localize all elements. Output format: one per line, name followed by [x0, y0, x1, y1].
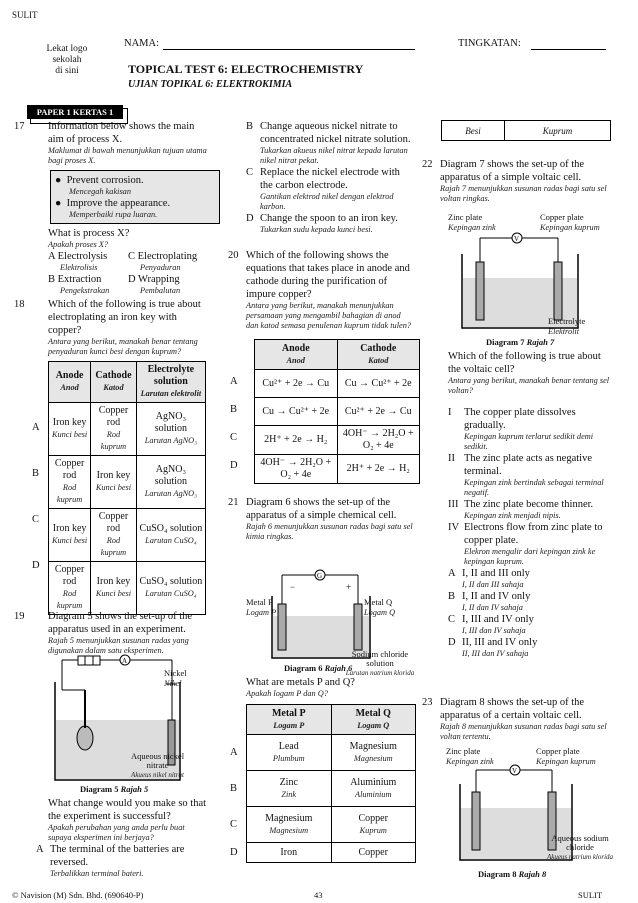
q21-row-d[interactable]: Iron Copper — [247, 843, 416, 863]
column-1: 17 Information below shows the main aim of process X. Maklumat di bawah menunjukkan tujuan utama bagi proses X. ● Prevent corrosion. Mencegah kakisan ● Improve the appearance. Memperbaiki rupa luaran. What is process X? Apakah proses X? A Electrolysis Elektrolisis C Electroplating Penyaduran B Extraction Pengekstrakan D Wrapping Pembalutan 18 Which of the following is true about electroplating an iron key with copper? Antara yang berikut, manakah benar tentang penyaduran kunci besi dengan kuprum? Anode Anod Cathode Katod Electrolyte solution Larutan elektrolit Iron key Kunci besi Copper rod Rod kuprum AgNO₃ solution Larutan AgNO₃ Copper rod Rod kuprum Iron key Kunci besi AgNO₃ solution Larutan AgNO₃ Iron key Kunci besi Copper rod Rod kuprum CuSO₄ solution Larutan CuSO₄ Copper rod Rod kuprum Iron key Kunci besi CuSO₄ solution Larutan CuSO₄ A B C D — [30, 120, 210, 615]
q19: 19 Diagram 5 shows the set-up of the apparatus used in an experiment. Rajah 5 menunjukkan susunan radas yang digunakan dalam satu eksperimen. — [30, 610, 210, 656]
q20-row-d[interactable]: 4OH⁻ → 2H₂O + O₂ + 4e 2H⁺ + 2e → H₂ — [255, 455, 420, 484]
q22-statement-1: I The copper plate dissolves gradually. Kepingan kuprum terlarut sedikit demi sedikit. — [448, 407, 594, 451]
q21-row-b[interactable]: Zinc Zink Aluminium Aluminium — [247, 771, 416, 807]
q20-table: Anode Anod Cathode Katod Cu²⁺ + 2e → Cu Cu → Cu²⁺ + 2e Cu → Cu²⁺ + 2e Cu²⁺ + 2e → Cu 2H⁺ + 2e → H₂ 4OH⁻ → 2H₂O + O₂ + 4e 4OH⁻ → 2H₂O + O₂ + 4e 2H⁺ + 2e → H₂ — [254, 339, 420, 484]
d8-zinc-label: Zinc plate Kepingan zink — [446, 746, 494, 766]
q19-body: What change would you make so that the experiment is successful? Apakah perubahan yang anda perlu buat supaya eksperimen ini berjaya? A The terminal of the batteries are reversed. Terbalikkan terminal bateri. — [48, 797, 210, 879]
q22-body: Which of the following is true about the voltaic cell? Antara yang berikut, manakah benar tentang sel voltan? I The copper plate dissolves gradually. Kepingan kuprum terlarut sedikit demi sedikit. II The zinc plate acts as negative terminal. Kepingan zink bertindak sebagai terminal negatif. III The zinc plate become thinner. Kepingan zink menjadi nipis. IV Electrons flow from zinc plate to copper plate. Elekron mengalir dari kepingan zink ke kepingan kuprum. A I, II and III only I, II dan III sahaja B I, II and IV only I, II dan IV sahaja C I, III and IV only I, III dan IV sahaja D II, III and IV only II, III dan IV sahaja — [448, 350, 612, 659]
q18-row-b[interactable]: Copper rod Rod kuprum Iron key Kunci besi AgNO₃ solution Larutan AgNO₃ — [49, 456, 206, 509]
q20-text: Which of the following shows the equations that takes place in anode and cathode during the purification of impure copper? — [246, 250, 410, 300]
d7-zinc-label: Zinc plate Kepingan zink — [448, 212, 496, 232]
d5-solution-label: Aqueous nickel nitrate Akueus nikel nitrat — [130, 751, 185, 779]
q19-text: Diagram 5 shows the set-up of the apparatus used in an experiment. — [48, 611, 193, 635]
q22-option-c[interactable]: C I, III and IV only I, III dan IV sahaja — [448, 614, 534, 635]
q22-option-a[interactable]: A I, II and III only I, II dan III sahaja — [448, 568, 530, 589]
q17-number: 17 — [14, 121, 25, 132]
tingkatan-line[interactable] — [531, 49, 606, 50]
q18-table: Anode Anod Cathode Katod Electrolyte solution Larutan elektrolit Iron key Kunci besi Copper rod Rod kuprum AgNO₃ solution Larutan AgNO₃ Copper rod Rod kuprum Iron key Kunci besi AgNO₃ solution Larutan AgNO₃ Iron key Kunci besi Copper rod Rod kuprum CuSO₄ solution Larutan CuSO₄ Copper rod Rod kuprum Iron key Kunci besi CuSO₄ solution Larutan CuSO₄ — [48, 361, 206, 615]
q22: 22 Diagram 7 shows the set-up of the apparatus of a simple voltaic cell. Rajah 7 menunjukkan susunan radas bagi satu sel voltan ringkas. — [440, 158, 612, 204]
q22-statement-2: II The zinc plate acts as negative terminal. Kepingan zink bertindak sebagai terminal negatif. — [448, 453, 604, 497]
svg-text:V: V — [514, 235, 520, 243]
q21-body: What are metals P and Q? Apakah logam P dan Q? — [246, 676, 416, 699]
q18-row-c[interactable]: Iron key Kunci besi Copper rod Rod kuprum CuSO₄ solution Larutan CuSO₄ — [49, 509, 206, 562]
d8-caption: Diagram 8 Rajah 8 — [478, 869, 547, 879]
q19-option-d[interactable]: D Change the spoon to an iron key. Tukarkan sudu kepada kunci besi. — [246, 213, 398, 234]
d7-copper-label: Copper plate Kepingan kuprum — [540, 212, 600, 232]
q18-number: 18 — [14, 299, 25, 310]
svg-text:G: G — [317, 572, 323, 580]
q23: 23 Diagram 8 shows the set-up of the apparatus of a certain voltaic cell. Rajah 8 menunjukkan susunan radas bagi satu sel voltan tertentu. — [440, 696, 612, 742]
d6-metal-p: Metal P Logam P — [246, 597, 277, 617]
q21-number: 21 — [228, 497, 239, 508]
q21-table-continued: Besi Kuprum — [441, 120, 611, 141]
q20-number: 20 — [228, 250, 239, 261]
q19-question: What change would you make so that the experiment is successful? — [48, 798, 207, 822]
q18-text: Which of the following is true about electroplating an iron key with copper? — [48, 299, 201, 336]
q19-number: 19 — [14, 611, 25, 622]
q17-text: Information below shows the main aim of process X. — [48, 121, 195, 145]
q17-option-a[interactable]: A Electrolysis Elektrolisis — [48, 251, 108, 272]
q23-text: Diagram 8 shows the set-up of the apparatus of a certain voltaic cell. — [440, 697, 585, 721]
tingkatan-label: TINGKATAN: — [458, 38, 521, 49]
d6-caption: Diagram 6 Rajah 6 — [284, 663, 353, 673]
q20-row-a[interactable]: Cu²⁺ + 2e → Cu Cu → Cu²⁺ + 2e — [255, 370, 420, 398]
d7-caption: Diagram 7 Rajah 7 — [486, 337, 555, 347]
d5-nickel-label: Nickel Nikel — [164, 668, 187, 688]
q22-option-b[interactable]: B I, II and IV only I, II dan IV sahaja — [448, 591, 531, 612]
q17-info-box: ● Prevent corrosion. Mencegah kakisan ● Improve the appearance. Memperbaiki rupa luaran. — [50, 170, 220, 224]
svg-text:−: − — [290, 582, 296, 592]
q17-question: What is process X? — [48, 228, 130, 239]
q17-option-d[interactable]: D Wrapping Pembalutan — [128, 274, 181, 295]
footer-sulit: SULIT — [578, 890, 603, 900]
d6-solution-label: Sodium chloride solution Larutan natrium klorida — [345, 649, 415, 677]
d8-solution-label: Aqueous sodium chloride Akueus natrium klorida — [546, 833, 614, 861]
q18-row-a[interactable]: Iron key Kunci besi Copper rod Rod kuprum AgNO₃ solution Larutan AgNO₃ — [49, 403, 206, 456]
d7-electrolyte-label: Electrolyte Elektrolit — [548, 316, 586, 336]
q21-row-c[interactable]: Magnesium Magnesium Copper Kuprum — [247, 807, 416, 843]
header-sulit: SULIT — [12, 10, 38, 20]
d5-caption: Diagram 5 Rajah 5 — [80, 784, 149, 794]
q18-row-d[interactable]: Copper rod Rod kuprum Iron key Kunci besi CuSO₄ solution Larutan CuSO₄ — [49, 562, 206, 615]
q18-label-b: B — [32, 468, 40, 479]
q18-label-a: A — [32, 422, 40, 433]
q17-option-b[interactable]: B Extraction Pengekstrakan — [48, 274, 110, 295]
svg-text:+: + — [346, 582, 352, 592]
q22-question: Which of the following is true about the voltaic cell? — [448, 351, 601, 375]
q21-table: Metal P Logam P Metal Q Logam Q Lead Plumbum Magnesium Magnesium Zinc Zink Aluminium Aluminium Magnesium Magnesium Copper Kuprum Iron Copper — [246, 704, 416, 863]
page-title: TOPICAL TEST 6: ELECTROCHEMISTRY — [128, 62, 364, 76]
logo-placeholder: Lekat logo sekolah di sini — [46, 44, 88, 76]
q21-row-a[interactable]: Lead Plumbum Magnesium Magnesium — [247, 735, 416, 771]
q19-option-a[interactable]: A The terminal of the batteries are reversed. Terbalikkan terminal bateri. — [36, 844, 185, 878]
page-number: 43 — [314, 890, 323, 900]
q17-option-c[interactable]: C Electroplating Penyaduran — [128, 251, 198, 272]
d6-metal-q: Metal Q Logam Q — [364, 597, 396, 617]
column-2: B Change aqueous nickel nitrate to concentrated nickel nitrate solution. Tukarkan akueus nikel nitrat kepada larutan nikel nitrat pekat. C Replace the nickel electrode with the carbon electrode. Gantikan elektrod nikel dengan elektrod karbon. D Change the spoon to an iron key. Tukarkan sudu kepada kunci besi. 20 Which of the following shows the equations that takes place in anode and cathode during the purification of impure copper? Antara yang berikut, manakah menunjukkan persamaan yang mengambil bahagian di anod dan katod semasa penulenan kuprum tidak tulen? Anode Anod Cathode Katod Cu²⁺ + 2e → Cu Cu → Cu²⁺ + 2e Cu → Cu²⁺ + 2e Cu²⁺ + 2e → Cu 2H⁺ + 2e → H₂ 4OH⁻ → 2H₂O + O₂ + 4e 4OH⁻ → 2H₂O + O₂ + 4e 2H⁺ + 2e → H₂ A B C D 21 Diagram 6 shows the set-up of the apparatus of a simple chemical cell. Rajah 6 menunjukkan susunan radas bagi satu sel kimia ringkas. — [246, 120, 414, 542]
q20-row-b[interactable]: Cu → Cu²⁺ + 2e Cu²⁺ + 2e → Cu — [255, 398, 420, 426]
q18-label-c: C — [32, 514, 40, 525]
q19-option-b[interactable]: B Change aqueous nickel nitrate to concentrated nickel nitrate solution. Tukarkan akueus nikel nitrat kepada larutan nikel nitrat pekat. — [246, 121, 411, 165]
q20-row-c[interactable]: 2H⁺ + 2e → H₂ 4OH⁻ → 2H₂O + O₂ + 4e — [255, 426, 420, 455]
paper-badge: PAPER 1 KERTAS 1 — [27, 105, 123, 119]
q22-text: Diagram 7 shows the set-up of the apparatus of a simple voltaic cell. — [440, 159, 585, 183]
q19-option-c[interactable]: C Replace the nickel electrode with the carbon electrode. Gantikan elektrod nikel dengan elektrod karbon. — [246, 167, 400, 211]
q22-option-d[interactable]: D II, III and IV only II, III dan IV sahaja — [448, 637, 538, 658]
q22-statement-3: III The zinc plate become thinner. Kepingan zink menjadi nipis. — [448, 499, 594, 520]
page-subtitle: UJIAN TOPIKAL 6: ELEKTROKIMIA — [128, 79, 293, 90]
q23-number: 23 — [422, 697, 433, 708]
d8-copper-label: Copper plate Kepingan kuprum — [536, 746, 596, 766]
q18-label-d: D — [32, 560, 40, 571]
q22-number: 22 — [422, 159, 433, 170]
name-line[interactable] — [163, 49, 415, 50]
svg-text:V: V — [512, 767, 518, 775]
q21-question: What are metals P and Q? — [246, 677, 355, 688]
q21-text: Diagram 6 shows the set-up of the apparatus of a simple chemical cell. — [246, 497, 397, 521]
name-label: NAMA: — [124, 38, 160, 49]
footer-publisher: © Navision (M) Sdn. Bhd. (690640-P) — [12, 890, 144, 900]
q22-statement-4: IV Electrons flow from zinc plate to copper plate. Elekron mengalir dari kepingan zink ke kepingan kuprum. — [448, 522, 603, 566]
svg-text:A: A — [122, 657, 128, 665]
q17-tr: Maklumat di bawah menunjukkan tujuan utama bagi proses X. — [48, 146, 207, 165]
